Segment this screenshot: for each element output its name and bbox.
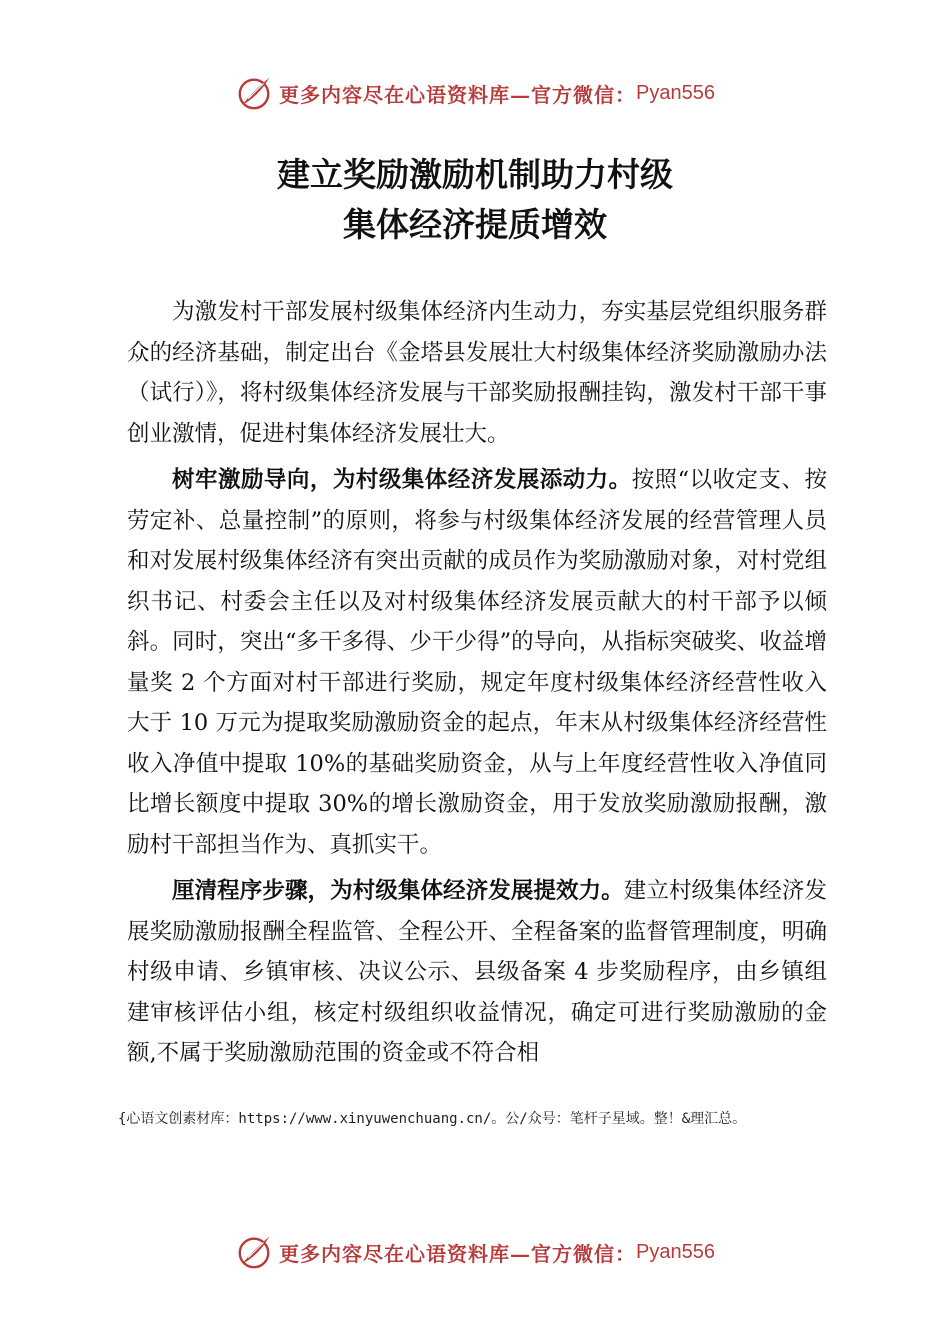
page-title — [0, 150, 950, 250]
paragraph-incentive-text: 按照“以收定支、按劳定补、总量控制”的原则，将参与村级集体经济发展的经营管理人员和对发展村级集体经济有突出贡献的成员作为奖励激励对象，对村党组织书记、村委会主任以及对村级集体经济发展贡献大的村干部予以倾斜。同时，突出“多干多得、少干少得”的导向，从指标突破奖、收益增量奖 2 个方面对村干部进行奖励，规定年度村级集体经济经营性收入大于 10 万元为提取奖励激励资金的起点，年末从村级集体经济经营性收入净值中提取 10%的基础奖励资金，从与上年度经营性收入净值同比增长额度中提取 30%的增长激励资金，用于发放奖励激励报酬，激励村干部担当作为、真抓实干。 — [127, 467, 827, 858]
source-note: {心语文创素材库：https://www.xinyuwenchuang.cn/。公/众号：笔杆子星域。整！&理汇总。 — [118, 1111, 747, 1127]
footer-banner — [0, 1232, 950, 1272]
banner-handle: Pyan556 — [636, 81, 715, 104]
title-line-1: 建立奖励激励机制助力村级 — [277, 155, 673, 194]
paragraph-procedure-text: 建立村级集体经济发展奖励激励报酬全程监管、全程公开、全程备案的监督管理制度，明确村级申请、乡镇审核、决议公示、县级备案 4 步奖励程序，由乡镇组建审核评估小组，核定村级组织收益情况，确定可进行奖励激励的金额,不属于奖励激励范围的资金或不符合相 — [127, 878, 827, 1066]
footer-banner-text: 更多内容尽在心语资料库—官方微信： — [279, 1241, 637, 1266]
footer-banner-handle: Pyan556 — [636, 1240, 715, 1263]
quill-logo-icon — [235, 1233, 273, 1271]
header-banner — [0, 73, 950, 113]
paragraph-procedure — [127, 871, 827, 1074]
paragraph-incentive — [127, 460, 827, 865]
title-line-2: 集体经济提质增效 — [343, 205, 607, 244]
paragraph-intro: 为激发村干部发展村级集体经济内生动力，夯实基层党组织服务群众的经济基础，制定出台《金塔县发展壮大村级集体经济奖励激励办法（试行）》，将村级集体经济发展与干部奖励报酬挂钩，激发村干部干事创业激情，促进村集体经济发展壮大。 — [127, 299, 827, 447]
quill-logo-icon — [235, 74, 273, 112]
paragraph-procedure-heading: 厘清程序步骤，为村级集体经济发展提效力。 — [172, 878, 624, 904]
article-body — [127, 292, 827, 1080]
banner-text: 更多内容尽在心语资料库—官方微信： — [279, 82, 637, 107]
paragraph-incentive-heading: 树牢激励导向，为村级集体经济发展添动力。 — [172, 467, 632, 493]
